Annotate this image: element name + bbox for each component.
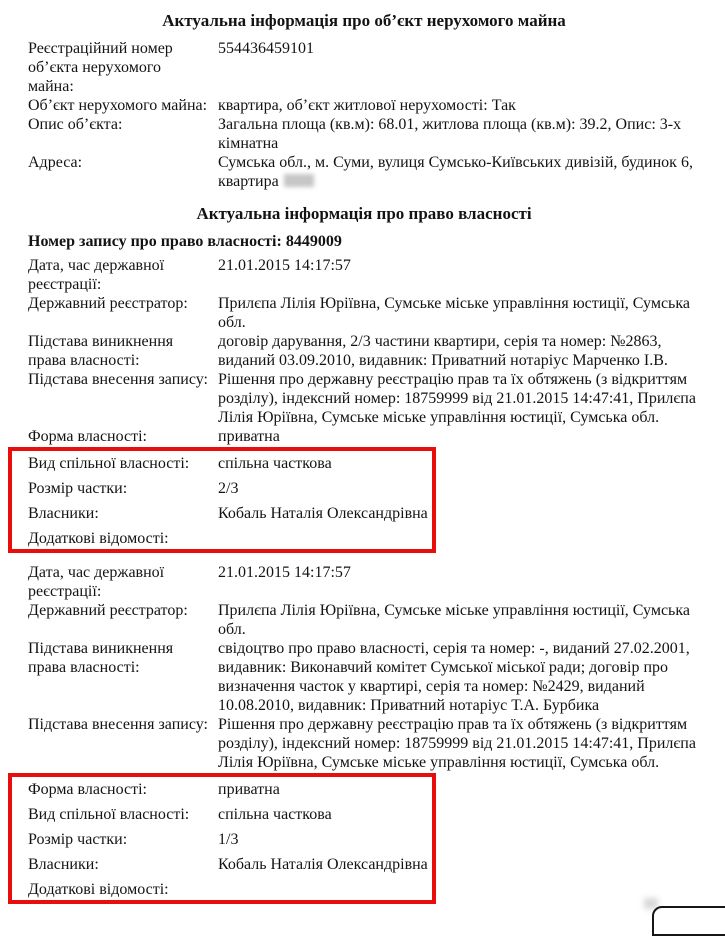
field-value: 21.01.2015 14:17:57 [218, 564, 351, 581]
field-label: Підстава внесення запису: [28, 371, 208, 388]
field-value: Рішення про державну реєстрацію прав та їх обтяжень (з відкриттям розділу), індексний номер: 18759999 від 21.01.2015 14:47:41, Прилєпа Лілія Юріївна, Сумське міське управління юстиції, Сумська обл. [218, 371, 696, 426]
field-value: приватна [218, 428, 280, 445]
field-label: Опис об’єкта: [28, 116, 123, 133]
ownership-highlight-box-1 [8, 447, 436, 553]
ownership-record-1 [28, 256, 700, 553]
field-value [218, 880, 432, 899]
field-row-additional-info [28, 880, 432, 899]
field-row-share-size [28, 479, 432, 498]
field-row-registration-number [28, 39, 700, 96]
field-label: Підстава внесення запису: [28, 716, 208, 733]
field-row-share-size [28, 830, 432, 849]
field-row-ownership-form [28, 427, 700, 446]
field-row-object-type [28, 96, 700, 115]
field-value: Прилєпа Лілія Юріївна, Сумське міське управління юстиції, Сумська обл. [218, 295, 690, 331]
field-value: Загальна площа (кв.м): 68.01, житлова площа (кв.м): 39.2, Опис: 3-х кімнатна [218, 116, 682, 152]
field-row-ownership-ground [28, 639, 700, 715]
field-label: Форма власності: [28, 781, 147, 798]
field-value: 21.01.2015 14:17:57 [218, 257, 351, 274]
field-row-registration-datetime [28, 256, 700, 294]
field-value: спільна часткова [218, 806, 332, 823]
field-value: 2/3 [218, 480, 239, 497]
field-label: Форма власності: [28, 428, 147, 445]
field-row-owners [28, 504, 432, 523]
field-row-entry-ground [28, 715, 700, 772]
field-label: Підстава виникнення права власності: [28, 333, 174, 369]
field-label: Додаткові відомості: [28, 530, 169, 547]
field-label: Розмір частки: [28, 831, 128, 848]
field-row-registration-datetime [28, 563, 700, 601]
field-value: 1/3 [218, 831, 239, 848]
ownership-highlight-box-2 [8, 773, 436, 904]
field-row-joint-ownership-type [28, 805, 432, 824]
field-row-ownership-form [28, 780, 432, 799]
field-row-object-description [28, 115, 700, 153]
field-value [218, 153, 700, 191]
field-row-entry-ground [28, 370, 700, 427]
cutoff-floating-widget[interactable] [652, 906, 725, 936]
address-text: Сумська обл., м. Суми, вулиця Сумсько-Київських дивізій, будинок 6, квартира [218, 154, 693, 190]
field-row-ownership-ground [28, 332, 700, 370]
field-label: Підстава виникнення права власності: [28, 640, 174, 676]
section-object-title: Актуальна інформація про об’єкт нерухомого майна [162, 11, 566, 30]
field-row-joint-ownership-type [28, 454, 432, 473]
field-value: квартира, об’єкт житлової нерухомості: Так [218, 97, 516, 114]
field-label: Дата, час державної реєстрації: [28, 564, 165, 600]
ownership-record-2 [28, 563, 700, 904]
field-label: Додаткові відомості: [28, 881, 169, 898]
redacted-apartment-number [284, 174, 314, 187]
field-row-owners [28, 855, 432, 874]
field-label: Розмір частки: [28, 480, 128, 497]
field-label: Державний реєстратор: [28, 295, 188, 312]
field-label: Дата, час державної реєстрації: [28, 257, 165, 293]
field-label: Адреса: [28, 154, 83, 171]
field-label: Реєстраційний номер об’єкта нерухомого майна: [28, 40, 173, 95]
ownership-record-number: Номер запису про право власності: 8449009 [28, 233, 342, 250]
field-label: Власники: [28, 856, 99, 873]
section-ownership-title: Актуальна інформація про право власності [196, 204, 532, 223]
field-value: приватна [218, 781, 280, 798]
section-object-info [28, 11, 700, 191]
field-label: Вид спільної власності: [28, 455, 190, 472]
section-ownership-info [28, 204, 700, 904]
field-label: Державний реєстратор: [28, 602, 188, 619]
field-label: Об’єкт нерухомого майна: [28, 97, 208, 114]
field-label: Власники: [28, 505, 99, 522]
field-value: Прилєпа Лілія Юріївна, Сумське міське управління юстиції, Сумська обл. [218, 602, 690, 638]
field-row-additional-info [28, 529, 432, 548]
field-label: Вид спільної власності: [28, 806, 190, 823]
field-value: 554436459101 [218, 40, 314, 57]
field-value: Рішення про державну реєстрацію прав та їх обтяжень (з відкриттям розділу), індексний номер: 18759999 від 21.01.2015 14:47:41, Прилєпа Лілія Юріївна, Сумське міське управління юстиції, Сумська обл. [218, 716, 696, 771]
field-row-state-registrar [28, 294, 700, 332]
field-value: договір дарування, 2/3 частини квартири, серія та номер: №2863, виданий 03.09.2010, видавник: Приватний нотаріус Марченко І.В. [218, 333, 668, 369]
field-row-address [28, 153, 700, 191]
field-value: Кобаль Наталія Олександрівна [218, 505, 428, 522]
field-value [218, 529, 432, 548]
field-row-state-registrar [28, 601, 700, 639]
field-value: свідоцтво про право власності, серія та номер: -, виданий 27.02.2001, видавник: Виконавчий комітет Сумської міської ради; договір про визначення часток у квартирі, серія та номер: №2429, виданий 10.08.2010, видавник: Приватний нотаріус Т.А. Бурбика [218, 640, 690, 714]
field-value: Кобаль Наталія Олександрівна [218, 856, 428, 873]
field-value: спільна часткова [218, 455, 332, 472]
